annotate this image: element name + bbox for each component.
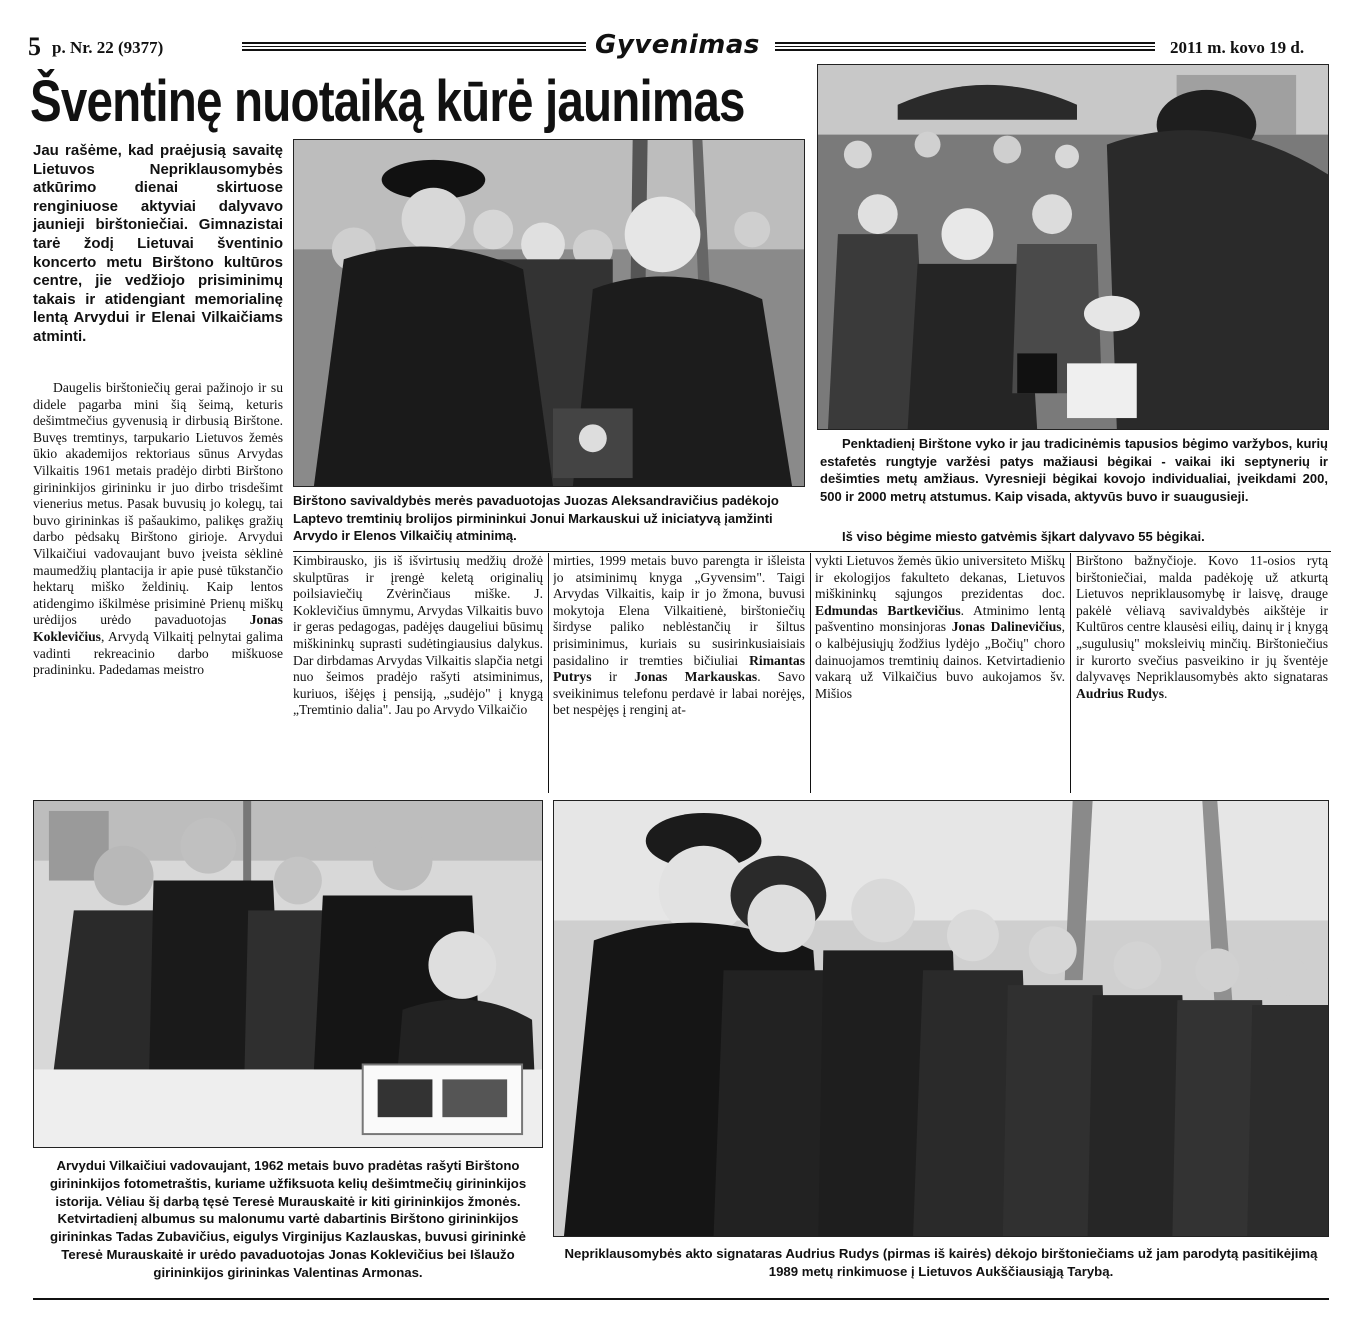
section-title: Gyvenimas [595, 30, 760, 60]
issue-date: 2011 m. kovo 19 d. [1170, 38, 1305, 57]
caption-photo-2-total: Iš viso bėgime miesto gatvėmis šįkart dalyvavo 55 bėgikai. [842, 529, 1205, 544]
section-divider [293, 551, 1331, 552]
issue-number: p. Nr. 22 (9377) [52, 38, 164, 57]
photo-signatory-crowd [553, 800, 1329, 1237]
body-text: , Arvydą Vilkaitį pelnytai galima vadinti rekreacinio darbo miškuose pradininku. Padedamas meistro [33, 628, 283, 678]
body-text: , o kalbėjusiųjų žodžius lydėjo „Bočių" choro dainuojamos tremtinių dainos. Ketvirtadienio vakarą už Vilkaičius buvo aukojamos šv. Mišios [815, 619, 1065, 701]
header-rule-left [242, 42, 586, 51]
person-name: Jonas Koklevičius [33, 612, 283, 644]
body-text: vykti Lietuvos žemės ūkio universiteto Miškų ir ekologijos fakulteto dekanas, Lietuvos miškininkų sąjungos prezidentas doc. [815, 553, 1065, 602]
photo-running-race [817, 64, 1329, 430]
body-text: Birštono bažnyčioje. Kovo 11-osios rytą birštoniečiai, malda padėkoję už atkurtą Lietuvos nepriklausomybę ir laisvę, drauge pakėlė vėliavą savivaldybės aikštėje ir Kultūros centre klausėsi eilių, dainų ir į knygą „sugulusių" moksleivių minčių. Birštoniečius ir kurorto svečius pasveikino ir jų šventėje dalyvavęs Nepriklausomybės akto signataras [1076, 553, 1328, 685]
page-number: 5 [28, 32, 41, 61]
person-name: Jonas Markauskas [634, 669, 758, 685]
page-bottom-rule [33, 1298, 1329, 1300]
body-text: . Atminimo lentą pašventino monsinjoras [815, 602, 1065, 635]
column-divider [548, 553, 549, 793]
crowd-photo-image [554, 801, 1328, 1236]
lead-paragraph: Jau rašėme, kad praėjusią savaitę Lietuvos Nepriklausomybės atkūrimo dienai skirtuose renginiuose aktyviai dalyvavo jaunieji birštoniečiai. Gimnazistai tarė žodį Lietuvai šventinio koncerto metu Birštono kultūros centre, jie vedžiojo prisiminimų takais ir atidengiant memorialinę lentą Arvydui ir Elenai Vilkaičiams atminti. [33, 142, 283, 345]
body-text: . Savo sveikinimus telefonu perdavė ir labai norėjęs, bet nespėjęs į renginį at- [553, 669, 805, 718]
photo-ceremony-handshake [293, 139, 805, 487]
body-column-5 [1076, 553, 1328, 793]
column-divider [810, 553, 811, 793]
ceremony-photo-image [294, 140, 804, 486]
body-column-3 [553, 553, 805, 793]
caption-photo-4: Nepriklausomybės akto signataras Audrius Rudys (pirmas iš kairės) dėkojo birštoniečiams už jam parodytą pasitikėjimą 1989 metų rinkimuose į Lietuvos Aukščiausiąją Tarybą. [564, 1246, 1318, 1279]
body-text: . [1164, 685, 1168, 701]
person-name: Rimantas Putrys [553, 652, 805, 685]
caption-photo-3: Arvydui Vilkaičiui vadovaujant, 1962 metais buvo pradėtas rašyti Birštono girininkijos fotometraštis, kuriame užfiksuota kelių dešimtmečių girininkijos istorija. Vėliau šį darbą tęsė Teresė Murauskaitė ir kiti girininkijos žmonės. Ketvirtadienį albumus su malonumu vartė dabartinis Birštono girininkijos girininkas Tadas Zubavičius, eigulys Virginijus Kazlauskas, buvusi girininkė Teresė Murauskaitė ir urėdo pavaduotojas Jonas Koklevičius bei Išlaužo girininkijos girininkas Valentinas Armonas. [49, 1158, 527, 1280]
race-photo-image [818, 65, 1328, 429]
person-name: Edmundas Bartkevičius [815, 602, 961, 618]
caption-photo-1: Birštono savivaldybės merės pavaduotojas Juozas Aleksandravičius padėkojo Laptevo tremtinių brolijos pirmininkui Jonui Markauskui už iniciatyvą įamžinti Arvydo ir Elenos Vilkaičių atminimą. [293, 493, 779, 543]
foresters-photo-image [34, 801, 542, 1147]
column-divider [1070, 553, 1071, 793]
body-text: mirties, 1999 metais buvo parengta ir išleista jo atsiminimų knyga „Gyvensim". Taigi Arvydas Vilkaitis, kaip ir jo žmona, buvusi mokytoja Elena Vilkaitienė, birštoniečių širdyse paliko neblėstančių ir šiltus prisiminimus, kuriais su susirinkusiaisiais pasidalino ir tremties bičiuliai [553, 553, 805, 668]
body-column-2 [293, 553, 543, 793]
body-column-1 [33, 380, 283, 800]
person-name: Audrius Rudys [1076, 685, 1165, 701]
photo-foresters-album [33, 800, 543, 1148]
body-text: Daugelis birštoniečių gerai pažinojo ir su didele pagarba mini šią šeimą, keturis dešimtmečius gyvenusią ir dirbusią Birštone. Buvęs tremtinys, tarpukario Lietuvos žemės ūkio akademijos rektoriaus sūnus Arvydas Vilkaitis 1961 metais pradėjo dirbti Birštono girininkijos girininku ir juo dirbo trisdešimt vienerius metus. Pasak buvusių jo kolegų, tai buvo girininkas iš pašaukimo, palikęs gražių darbo pėdsakų Birštono girioje. Arvydui Vilkaičiui vadovaujant buvo įveista sėklinė maumedžių plantacija ir apie pusė tūkstančio hektarų miško želdinių. Kaip lentos atidengimo iškilmėse prisiminė Prienų miškų urėdijos urėdo pavaduotojas [33, 380, 283, 628]
header-rule-right [775, 42, 1155, 51]
body-text: ir [608, 669, 618, 685]
person-name: Jonas Dalinevičius [951, 619, 1062, 635]
body-column-4 [815, 553, 1065, 793]
headline: Šventinę nuotaiką kūrė jaunimas [30, 69, 745, 134]
body-text: Kimbirausko, jis iš išvirtusių medžių drožė skulptūras ir įrengė keletą originalių poilsiaviečių Zvėrinčiaus miške. J. Koklevičius ūmnymu, Arvydas Vilkaitis buvo ir geras pedagogas, padėjęs daugeliui būsimų miškininkų suprasti sudėtingiausius dalykus. Dar dirbdamas Arvydas Vilkaitis slapčia netgi nuo šeimos pradėjo rašyti atsiminimus, kuriuos, išėjęs į pensiją, „sudėjo" į knygą „Tremtinio dalia". Jau po Arvydo Vilkaičio [293, 553, 543, 718]
caption-photo-2: Penktadienį Birštone vyko ir jau tradicinėmis tapusios bėgimo varžybos, kurių estafetės rungtyje varžėsi patys mažiausi bėgikai - vaikai iki septynerių ir dešimties metų amžiaus. Vyresnieji bėgikai kovojo individualiai, įveikdami 200, 500 ir 2000 metrų atstumus. Kaip visada, aktyvūs buvo ir suaugusieji. [820, 436, 1328, 504]
